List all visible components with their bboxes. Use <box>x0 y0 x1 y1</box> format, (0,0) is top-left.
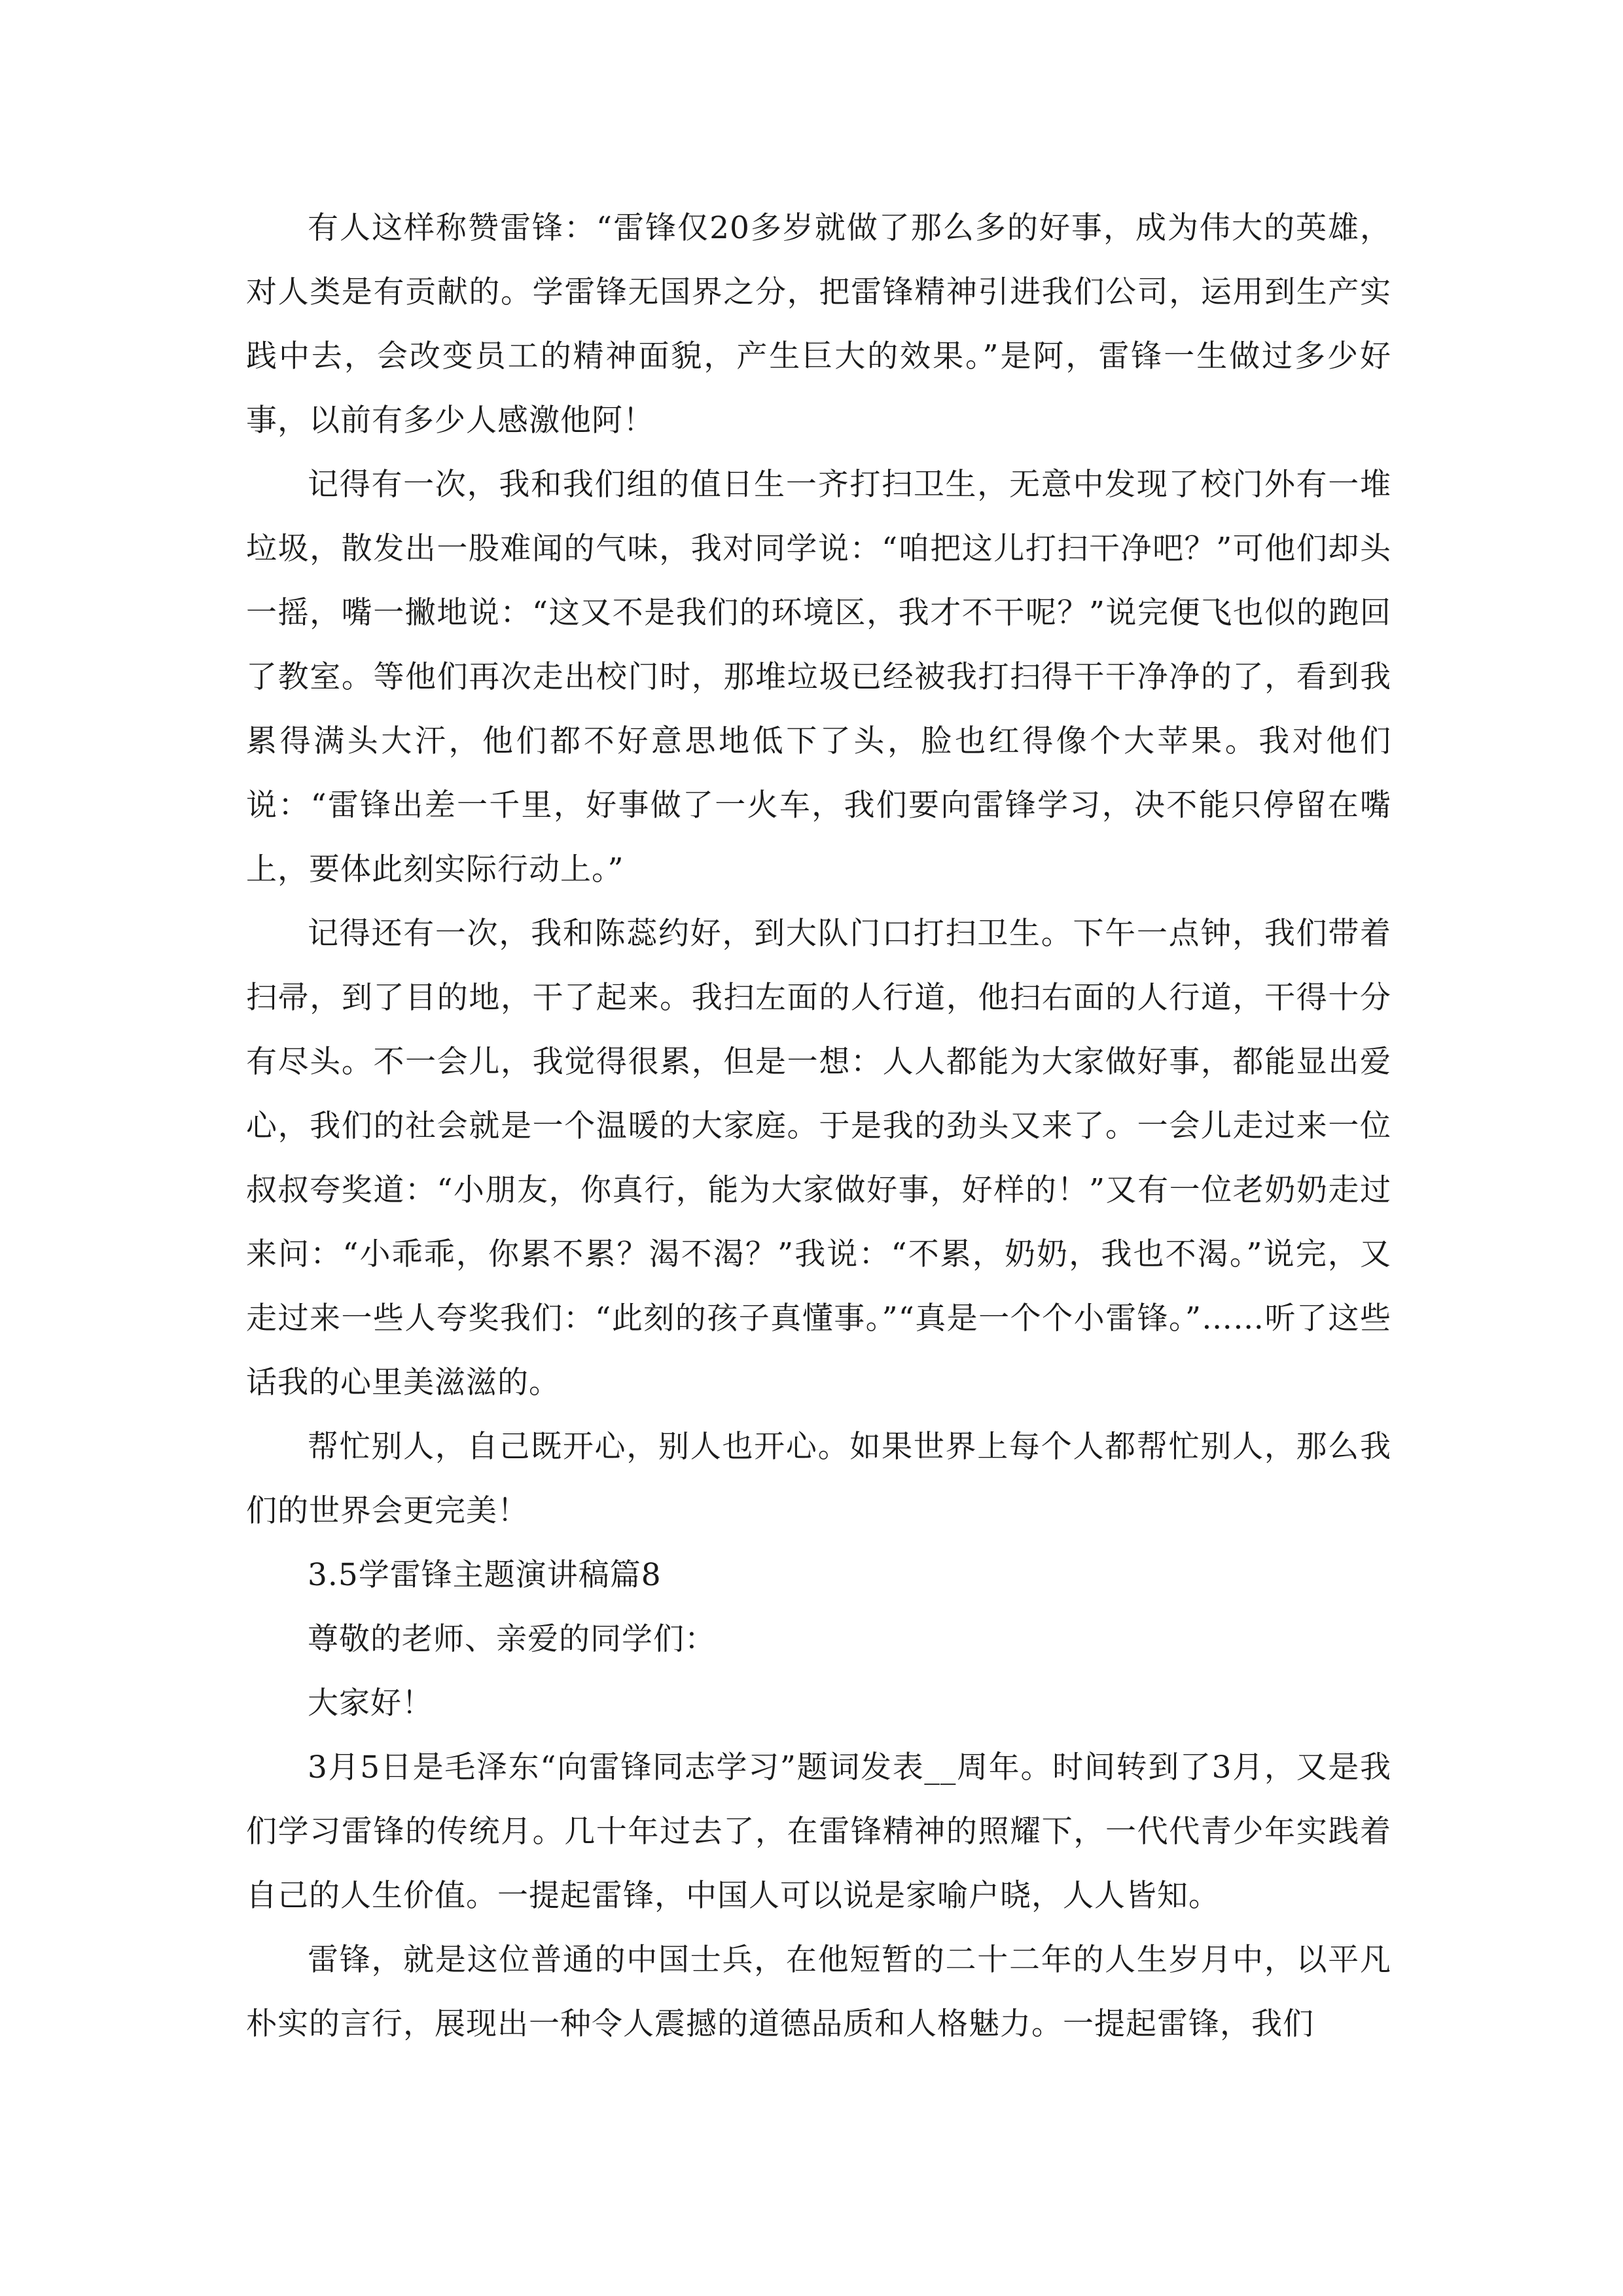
paragraph-1: 有人这样称赞雷锋：“雷锋仅20多岁就做了那么多的好事，成为伟大的英雄，对人类是有贡献的。学雷锋无国界之分，把雷锋精神引进我们公司，运用到生产实践中去，会改变员工的精神面貌，产生巨大的效果。”是阿，雷锋一生做过多少好事，以前有多少人感激他阿！ <box>246 210 1391 439</box>
paragraph-4: 帮忙别人，自己既开心，别人也开心。如果世界上每个人都帮忙别人，那么我们的世界会更完美！ <box>246 1429 1391 1529</box>
paragraph-6: 雷锋，就是这位普通的中国士兵，在他短暂的二十二年的人生岁月中，以平凡朴实的言行，展现出一种令人震撼的道德品质和人格魅力。一提起雷锋，我们 <box>246 1942 1391 2042</box>
greeting: 大家好！ <box>308 1685 433 1721</box>
section-heading: 3.5学雷锋主题演讲稿篇8 <box>308 1557 662 1593</box>
paragraph-5: 3月5日是毛泽东“向雷锋同志学习”题词发表__周年。时间转到了3月，又是我们学习雷锋的传统月。几十年过去了，在雷锋精神的照耀下，一代代青少年实践着自己的人生价值。一提起雷锋，中国人可以说是家喻户晓，人人皆知。 <box>246 1749 1391 1914</box>
document-body <box>246 196 1391 2056</box>
paragraph-3: 记得还有一次，我和陈蕊约好，到大队门口打扫卫生。下午一点钟，我们带着扫帚，到了目的地，干了起来。我扫左面的人行道，他扫右面的人行道，干得十分有尽头。不一会儿，我觉得很累，但是一想：人人都能为大家做好事，都能显出爱心，我们的社会就是一个温暖的大家庭。于是我的劲头又来了。一会儿走过来一位叔叔夸奖道：“小朋友，你真行，能为大家做好事，好样的！”又有一位老奶奶走过来问：“小乖乖，你累不累？渴不渴？”我说：“不累，奶奶，我也不渴。”说完，又走过来一些人夸奖我们：“此刻的孩子真懂事。”“真是一个个小雷锋。”……听了这些话我的心里美滋滋的。 <box>246 916 1391 1401</box>
paragraph-2: 记得有一次，我和我们组的值日生一齐打扫卫生，无意中发现了校门外有一堆垃圾，散发出一股难闻的气味，我对同学说：“咱把这儿打扫干净吧？”可他们却头一摇，嘴一撇地说：“这又不是我们的环境区，我才不干呢？”说完便飞也似的跑回了教室。等他们再次走出校门时，那堆垃圾已经被我打扫得干干净净的了，看到我累得满头大汗，他们都不好意思地低下了头，脸也红得像个大苹果。我对他们说：“雷锋出差一千里，好事做了一火车，我们要向雷锋学习，决不能只停留在嘴上，要体此刻实际行动上。” <box>246 467 1391 888</box>
salutation: 尊敬的老师、亲爱的同学们： <box>308 1621 716 1657</box>
